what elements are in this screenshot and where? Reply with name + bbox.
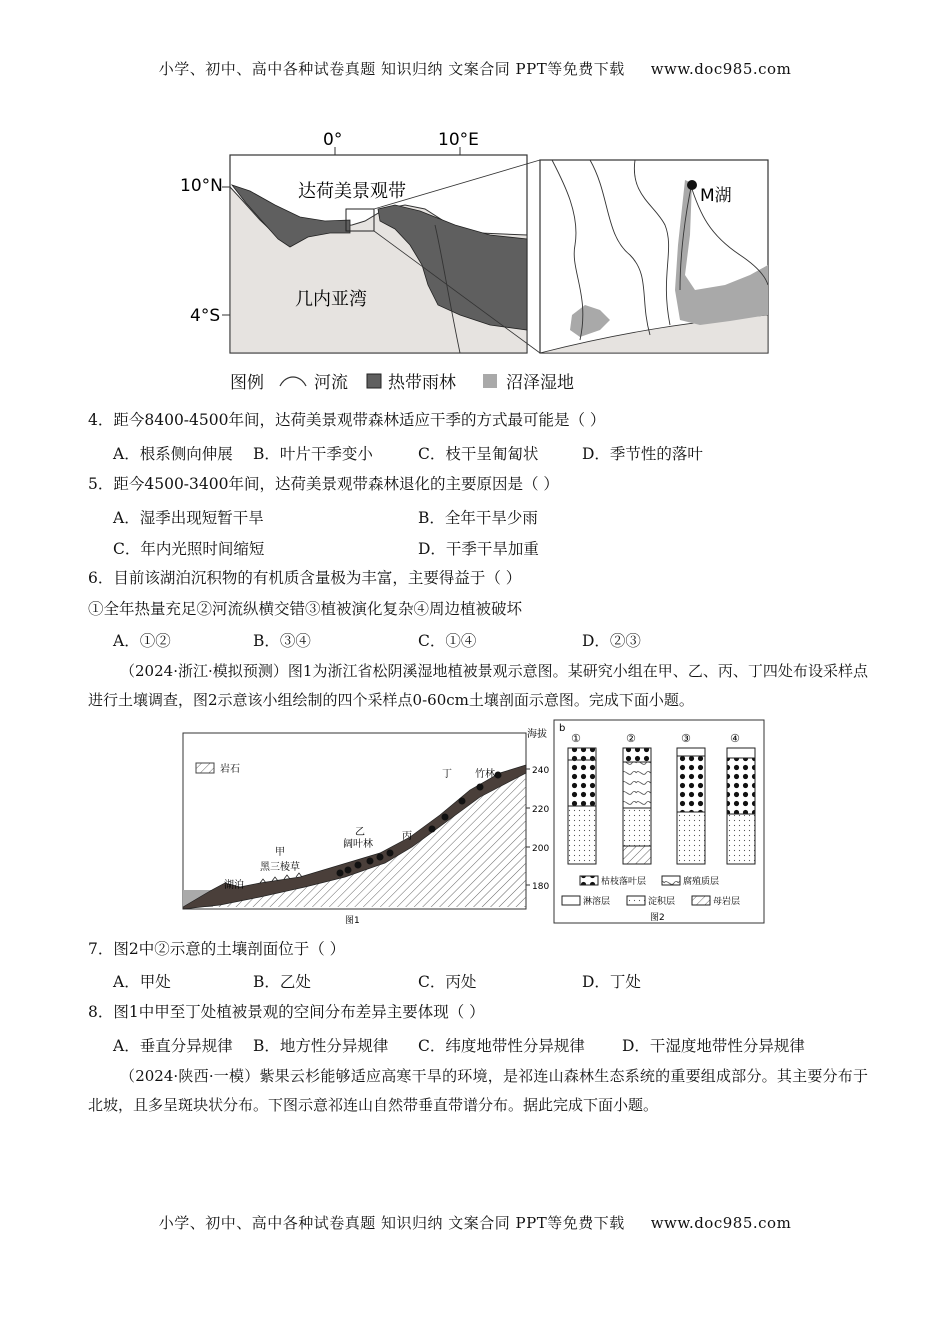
page-footer bbox=[0, 1212, 950, 1233]
fig2-col-4: ④ bbox=[730, 732, 740, 745]
legend-river: 河流 bbox=[314, 373, 348, 393]
lake-label: M湖 bbox=[700, 186, 732, 206]
q7-option-b[interactable]: B．乙处 bbox=[253, 973, 311, 991]
profile-2 bbox=[623, 748, 651, 864]
litter-legend-icon bbox=[580, 876, 598, 885]
page-header bbox=[0, 58, 950, 79]
map-legend bbox=[230, 368, 574, 393]
q4-stem: 4．距今8400-4500年间，达荷美景观带森林适应干季的方式最可能是（ ） bbox=[88, 411, 606, 429]
q6-items: ①全年热量充足②河流纵横交错③植被演化复杂④周边植被破坏 bbox=[88, 600, 523, 618]
q4-option-a[interactable]: A．根系侧向伸展 bbox=[113, 445, 233, 463]
river-legend-icon bbox=[278, 374, 308, 388]
legend-parent: 母岩层 bbox=[713, 897, 741, 907]
fig1-tick-240: 240 bbox=[532, 766, 550, 776]
fig1-tick-220: 220 bbox=[532, 805, 550, 815]
fig1-broadleaf-label: 阔叶林 bbox=[343, 839, 373, 850]
fig1-tick-200: 200 bbox=[532, 844, 550, 854]
fig1-rock-legend-icon bbox=[196, 763, 214, 773]
figure-2 bbox=[552, 718, 768, 928]
legend-title: 图例 bbox=[230, 373, 264, 393]
fig1-caption: 图1 bbox=[345, 916, 360, 926]
profile-4 bbox=[727, 748, 755, 864]
q5-stem: 5．距今4500-3400年间，达荷美景观带森林退化的主要原因是（ ） bbox=[88, 475, 559, 493]
q8-option-b[interactable]: B．地方性分异规律 bbox=[253, 1037, 389, 1055]
q4-option-b[interactable]: B．叶片干季变小 bbox=[253, 445, 373, 463]
parent-legend-icon bbox=[692, 896, 710, 905]
illuvial-legend-icon bbox=[627, 896, 645, 905]
fig1-axis-ticks bbox=[526, 769, 530, 885]
footer-site[interactable]: www.doc985.com bbox=[650, 1214, 792, 1232]
q7-option-c[interactable]: C．丙处 bbox=[418, 973, 477, 991]
q5-option-a[interactable]: A．湿季出现短暂干旱 bbox=[113, 509, 264, 527]
legend-swamp: 沼泽湿地 bbox=[506, 373, 574, 393]
fig2-col-1: ① bbox=[571, 732, 581, 745]
q5-option-b[interactable]: B．全年干旱少雨 bbox=[418, 509, 538, 527]
fig1-sedge-label: 黑三棱草 bbox=[260, 862, 300, 873]
map-figure bbox=[180, 125, 780, 360]
lon-0-label: 0° bbox=[323, 130, 343, 150]
fig1-bing: 丙 bbox=[402, 831, 412, 842]
intro-paragraph-2: （2024·浙江·模拟预测）图1为浙江省松阴溪湿地植被景观示意图。某研究小组在甲、乙、丙、丁四处布设采样点进行土壤调查，图2示意该小组绘制的四个采样点0-60cm土壤剖面示意图。完成下面小题。 bbox=[88, 662, 868, 709]
q8-option-d[interactable]: D．干湿度地带性分异规律 bbox=[622, 1037, 805, 1055]
q6-option-d[interactable]: D．②③ bbox=[582, 632, 641, 650]
region-label: 达荷美景观带 bbox=[298, 181, 406, 202]
q7-option-d[interactable]: D．丁处 bbox=[582, 973, 641, 991]
fig1-jia: 甲 bbox=[275, 847, 285, 858]
q8-stem: 8．图1中甲至丁处植被景观的空间分布差异主要体现（ ） bbox=[88, 1003, 485, 1021]
q8-option-a[interactable]: A．垂直分异规律 bbox=[113, 1037, 233, 1055]
q6-option-c[interactable]: C．①④ bbox=[418, 632, 477, 650]
q7-stem: 7．图2中②示意的土壤剖面位于（ ） bbox=[88, 940, 346, 958]
lat-10n-label: 10°N bbox=[180, 176, 223, 196]
profile-1 bbox=[568, 748, 596, 864]
q4-option-d[interactable]: D．季节性的落叶 bbox=[582, 445, 703, 463]
lon-10e-label: 10°E bbox=[438, 130, 479, 150]
legend-eluvial: 淋溶层 bbox=[583, 897, 611, 907]
fig2-caption: 图2 bbox=[650, 913, 665, 923]
fig1-axis-title: 海拔 bbox=[527, 729, 547, 740]
q6-option-b[interactable]: B．③④ bbox=[253, 632, 311, 650]
fig1-yi: 乙 bbox=[355, 827, 365, 838]
q6-option-a[interactable]: A．①② bbox=[113, 632, 171, 650]
forest-legend-icon bbox=[366, 373, 382, 389]
fig1-ding: 丁 bbox=[442, 769, 452, 780]
legend-forest: 热带雨林 bbox=[388, 373, 456, 393]
fig2-b: b bbox=[559, 723, 566, 734]
humus-legend-icon bbox=[662, 876, 680, 885]
eluvial-legend-icon bbox=[562, 896, 580, 905]
q5-option-d[interactable]: D．干季干旱加重 bbox=[418, 540, 539, 558]
swamp-legend-icon bbox=[482, 373, 498, 389]
q7-option-a[interactable]: A．甲处 bbox=[113, 973, 171, 991]
fig2-col-2: ② bbox=[626, 732, 636, 745]
header-text: 小学、初中、高中各种试卷真题 知识归纳 文案合同 PPT等免费下载 bbox=[158, 60, 625, 78]
fig1-rock-label: 岩石 bbox=[220, 764, 240, 775]
figure-1 bbox=[180, 725, 558, 930]
header-site[interactable]: www.doc985.com bbox=[650, 60, 792, 78]
legend-humus: 腐殖质层 bbox=[683, 877, 720, 887]
legend-litter: 枯枝落叶层 bbox=[601, 877, 647, 887]
fig1-tick-180: 180 bbox=[532, 882, 550, 892]
q5-option-c[interactable]: C．年内光照时间缩短 bbox=[113, 540, 265, 558]
lat-4s-label: 4°S bbox=[190, 306, 221, 326]
profile-3 bbox=[677, 748, 705, 864]
bay-label: 几内亚湾 bbox=[295, 289, 367, 310]
intro-paragraph-3: （2024·陕西·一模）紫果云杉能够适应高寒干旱的环境，是祁连山森林生态系统的重要组成部分。其主要分布于北坡，且多呈斑块状分布。下图示意祁连山自然带垂直带谱分布。据此完成下面小题。 bbox=[88, 1067, 868, 1114]
fig1-lake-label: 湖泊 bbox=[224, 880, 244, 891]
footer-text: 小学、初中、高中各种试卷真题 知识归纳 文案合同 PPT等免费下载 bbox=[158, 1214, 625, 1232]
legend-illuvial: 淀积层 bbox=[648, 897, 676, 907]
q4-option-c[interactable]: C．枝干呈匍匐状 bbox=[418, 445, 539, 463]
fig2-col-3: ③ bbox=[681, 732, 691, 745]
fig1-bamboo-label: 竹林 bbox=[475, 769, 495, 780]
q8-option-c[interactable]: C．纬度地带性分异规律 bbox=[418, 1037, 585, 1055]
q6-stem: 6．目前该湖泊沉积物的有机质含量极为丰富，主要得益于（ ） bbox=[88, 569, 522, 587]
m-lake-marker bbox=[687, 180, 697, 190]
